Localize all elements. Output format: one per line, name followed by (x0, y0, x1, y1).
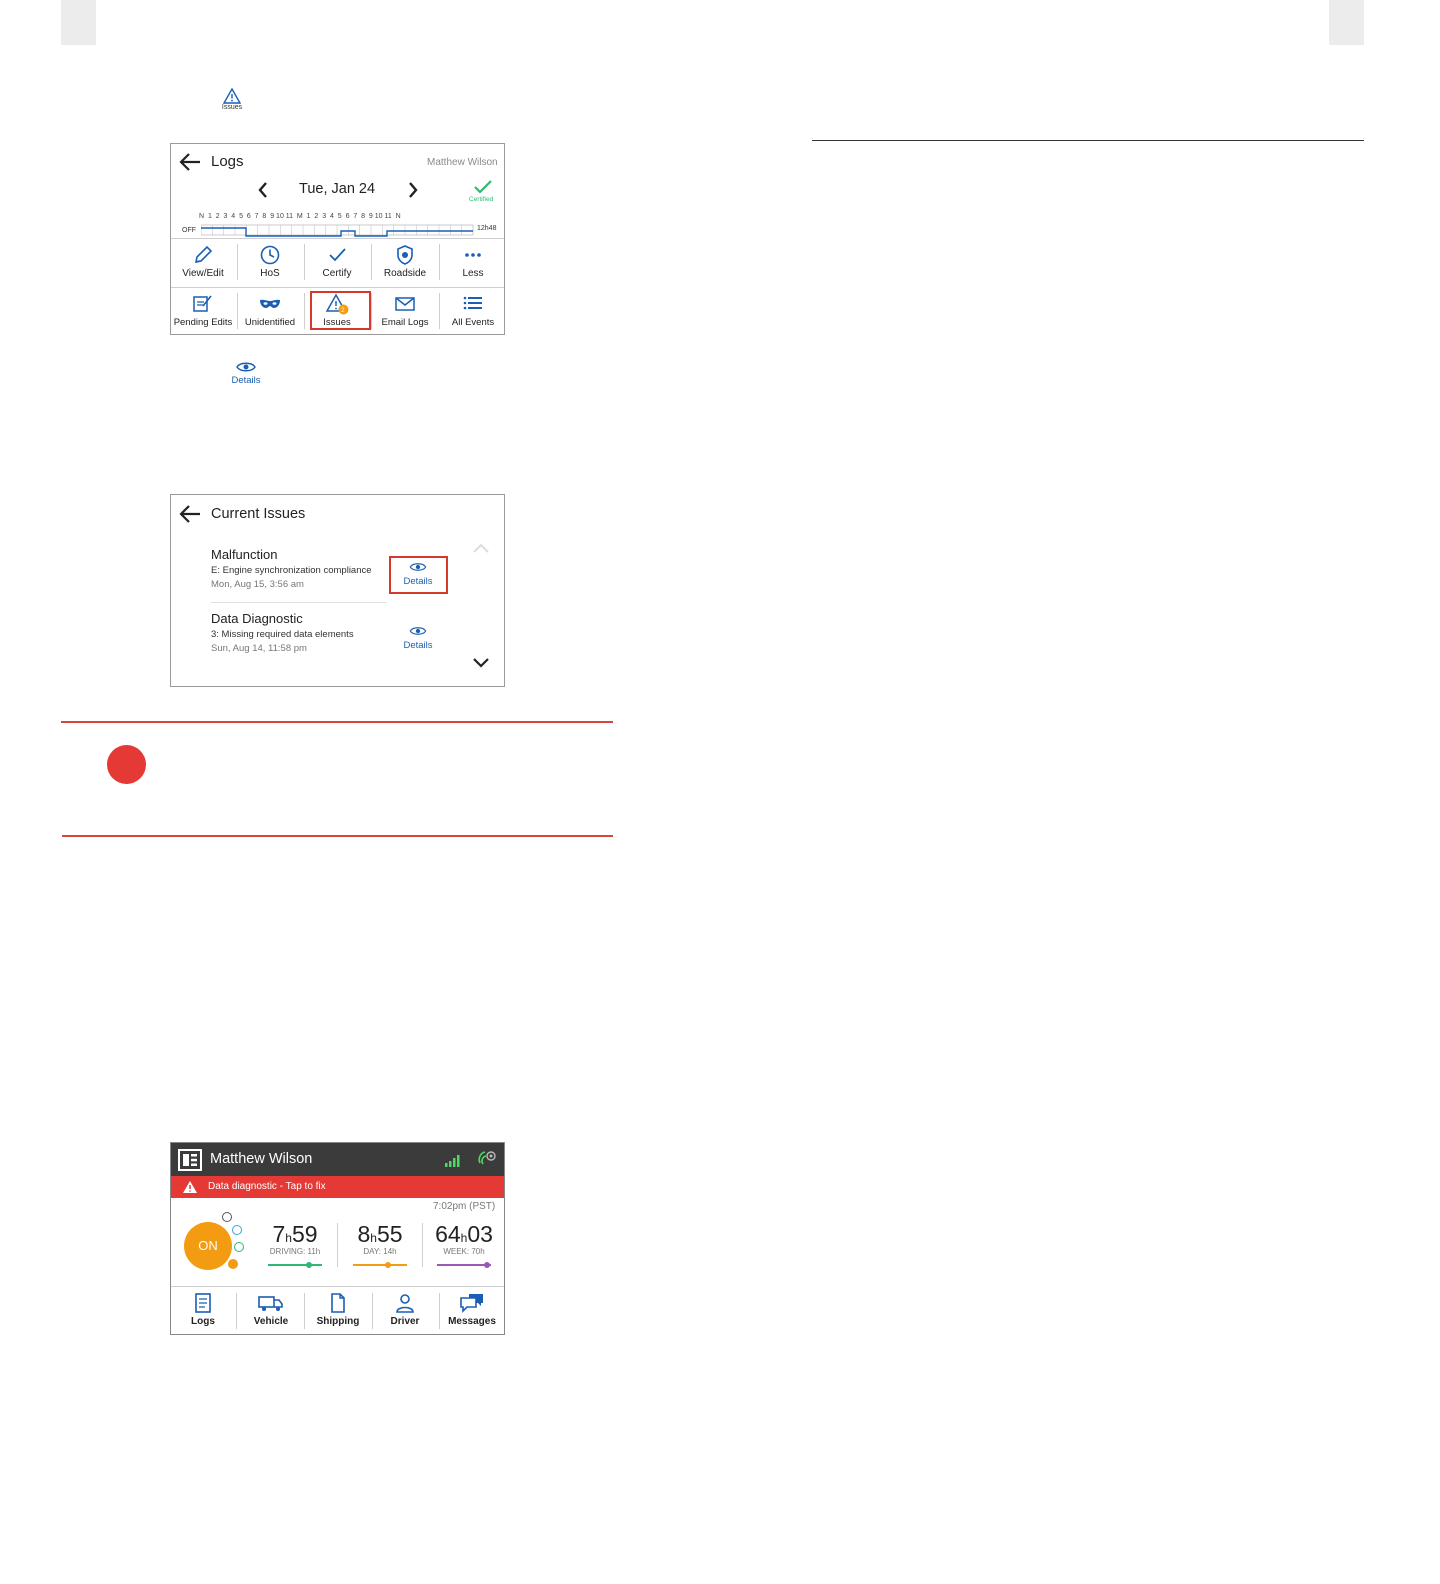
week-minutes: 03 (467, 1221, 493, 1247)
hos-button[interactable] (238, 244, 302, 279)
details-highlight-box (389, 556, 448, 594)
hours-unit: h (285, 1231, 292, 1245)
week-hours: 64 (435, 1221, 461, 1247)
details-button[interactable] (393, 625, 443, 651)
day-limit-label: DAY: 14h (363, 1247, 397, 1256)
dashboard-screenshot (170, 1142, 505, 1335)
log-graph (201, 222, 475, 238)
driving-minutes: 59 (291, 1221, 318, 1247)
divider (439, 1293, 440, 1329)
divider (171, 287, 505, 288)
status-dot-sleeper (232, 1225, 242, 1235)
divider (439, 244, 440, 280)
unidentified-label: Unidentified (244, 317, 296, 328)
unidentified-button[interactable] (238, 293, 302, 328)
details-icon-callout (224, 360, 268, 386)
nav-vehicle-button[interactable] (238, 1293, 304, 1327)
nav-logs-label: Logs (191, 1316, 215, 1327)
day-progress (353, 1264, 407, 1266)
graph-off-label: OFF (182, 227, 196, 234)
day-timer (348, 1221, 412, 1256)
nav-driver-button[interactable] (372, 1293, 438, 1327)
nav-messages-button[interactable] (439, 1293, 505, 1327)
nav-shipping-button[interactable] (305, 1293, 371, 1327)
current-issues-screenshot (170, 494, 505, 687)
warning-icon (182, 1180, 198, 1194)
driving-timer (263, 1221, 327, 1256)
issues-icon-label: Issues (221, 104, 243, 111)
nav-logs-button[interactable] (171, 1293, 235, 1327)
roadside-button[interactable] (372, 244, 438, 279)
divider (304, 293, 305, 329)
app-logo-icon (178, 1149, 202, 1171)
less-label: Less (462, 268, 484, 279)
divider (371, 244, 372, 280)
issue-title: Data Diagnostic (211, 611, 303, 626)
issue-description: E: Engine synchronization compliance (211, 565, 372, 576)
divider (237, 244, 238, 280)
diagnostic-alert-text: Data diagnostic - Tap to fix (208, 1181, 326, 1192)
week-timer (428, 1221, 500, 1256)
all-events-label: All Events (451, 317, 495, 328)
nav-shipping-label: Shipping (316, 1316, 360, 1327)
graph-hour-ticks: N 1 2 3 4 5 6 7 8 9 10 11 M 1 2 3 4 5 6 7 8 9 10 11 N (199, 213, 401, 220)
next-day-icon[interactable] (407, 181, 419, 199)
divider (237, 293, 238, 329)
divider (372, 1293, 373, 1329)
list-icon (462, 293, 484, 315)
eye-icon (236, 360, 256, 374)
certified-check-icon (473, 179, 493, 194)
badge-icon (394, 244, 416, 266)
current-issues-title: Current Issues (211, 506, 306, 522)
chevron-down-icon[interactable] (472, 656, 490, 668)
edit-document-icon (192, 293, 214, 315)
divider (236, 1293, 237, 1329)
corner-tab-left (61, 0, 96, 45)
driver-name: Matthew Wilson (210, 1151, 313, 1167)
envelope-icon (394, 293, 416, 315)
eye-icon (409, 625, 427, 637)
logs-icon (193, 1293, 213, 1313)
less-button[interactable] (441, 244, 505, 279)
signal-icon (444, 1153, 462, 1167)
more-dots-icon (462, 244, 484, 266)
issues-label: Issues (323, 317, 351, 328)
current-time: 7:02pm (PST) (433, 1201, 496, 1212)
divider (211, 602, 387, 603)
details-label: Details (403, 640, 433, 651)
nav-driver-label: Driver (390, 1316, 420, 1327)
hours-unit: h (370, 1231, 377, 1245)
graph-total-label: 12h48 (477, 225, 497, 232)
email-logs-button[interactable] (372, 293, 438, 328)
divider (371, 293, 372, 329)
week-limit-label: WEEK: 70h (443, 1247, 485, 1256)
chat-icon (459, 1293, 485, 1313)
view-edit-button[interactable] (171, 244, 235, 279)
issues-badge-count: 2 (341, 307, 345, 314)
email-logs-label: Email Logs (381, 317, 429, 328)
issue-date: Mon, Aug 15, 3:56 am (211, 579, 304, 590)
logs-title: Logs (211, 153, 244, 170)
pencil-icon (192, 244, 214, 266)
warning-icon (223, 88, 241, 104)
divider (439, 293, 440, 329)
person-icon (395, 1293, 415, 1313)
duty-status-label: ON (198, 1238, 218, 1253)
callout-rule-bottom (62, 835, 613, 837)
callout-rule-top (61, 721, 613, 723)
corner-tab-right (1329, 0, 1364, 45)
nav-vehicle-label: Vehicle (253, 1316, 289, 1327)
hours-unit: h (460, 1231, 468, 1245)
driving-progress (268, 1264, 322, 1266)
mask-icon (259, 293, 281, 315)
divider (422, 1223, 423, 1267)
truck-icon (258, 1293, 284, 1313)
logs-screenshot (170, 143, 505, 335)
status-dot-off (222, 1212, 232, 1222)
day-minutes: 55 (376, 1221, 403, 1247)
week-progress (437, 1264, 491, 1266)
pending-edits-label: Pending Edits (173, 317, 233, 328)
alert-dot-icon (107, 745, 146, 784)
certify-label: Certify (322, 268, 352, 279)
nav-messages-label: Messages (448, 1316, 496, 1327)
issues-highlight-box (310, 291, 371, 330)
section-rule (812, 140, 1364, 141)
divider (171, 1286, 505, 1287)
driving-limit-label: DRIVING: 11h (269, 1247, 321, 1256)
prev-day-icon[interactable] (257, 181, 269, 199)
document-icon (328, 1293, 348, 1313)
gps-icon (476, 1149, 498, 1169)
roadside-label: Roadside (383, 268, 427, 279)
status-dot-on (228, 1259, 238, 1269)
check-icon (326, 244, 348, 266)
dashboard-header (171, 1143, 504, 1176)
duty-status-on-button[interactable] (184, 1222, 232, 1270)
chevron-up-icon[interactable] (472, 542, 490, 554)
divider (337, 1223, 338, 1267)
view-edit-label: View/Edit (182, 268, 224, 279)
clock-icon (259, 244, 281, 266)
back-arrow-icon[interactable] (178, 152, 202, 172)
issue-description: 3: Missing required data elements (211, 629, 354, 640)
hos-label: HoS (260, 268, 280, 279)
day-hours: 8 (357, 1221, 371, 1247)
divider (304, 244, 305, 280)
driving-hours: 7 (272, 1221, 286, 1247)
pending-edits-button[interactable] (171, 293, 235, 328)
details-icon-label: Details (231, 375, 261, 386)
status-dot-driving (234, 1242, 244, 1252)
divider (171, 238, 505, 239)
certified-label: Certified (469, 196, 494, 203)
diagnostic-alert-bar[interactable] (171, 1176, 504, 1198)
certify-button[interactable] (305, 244, 369, 279)
details-label: Details (403, 576, 433, 587)
issue-title: Malfunction (211, 547, 278, 562)
issues-icon-callout (216, 88, 248, 111)
user-name: Matthew Wilson (427, 157, 498, 168)
back-arrow-icon[interactable] (178, 504, 202, 524)
issue-date: Sun, Aug 14, 11:58 pm (211, 643, 307, 654)
all-events-button[interactable] (441, 293, 505, 328)
divider (304, 1293, 305, 1329)
log-date: Tue, Jan 24 (299, 181, 376, 197)
